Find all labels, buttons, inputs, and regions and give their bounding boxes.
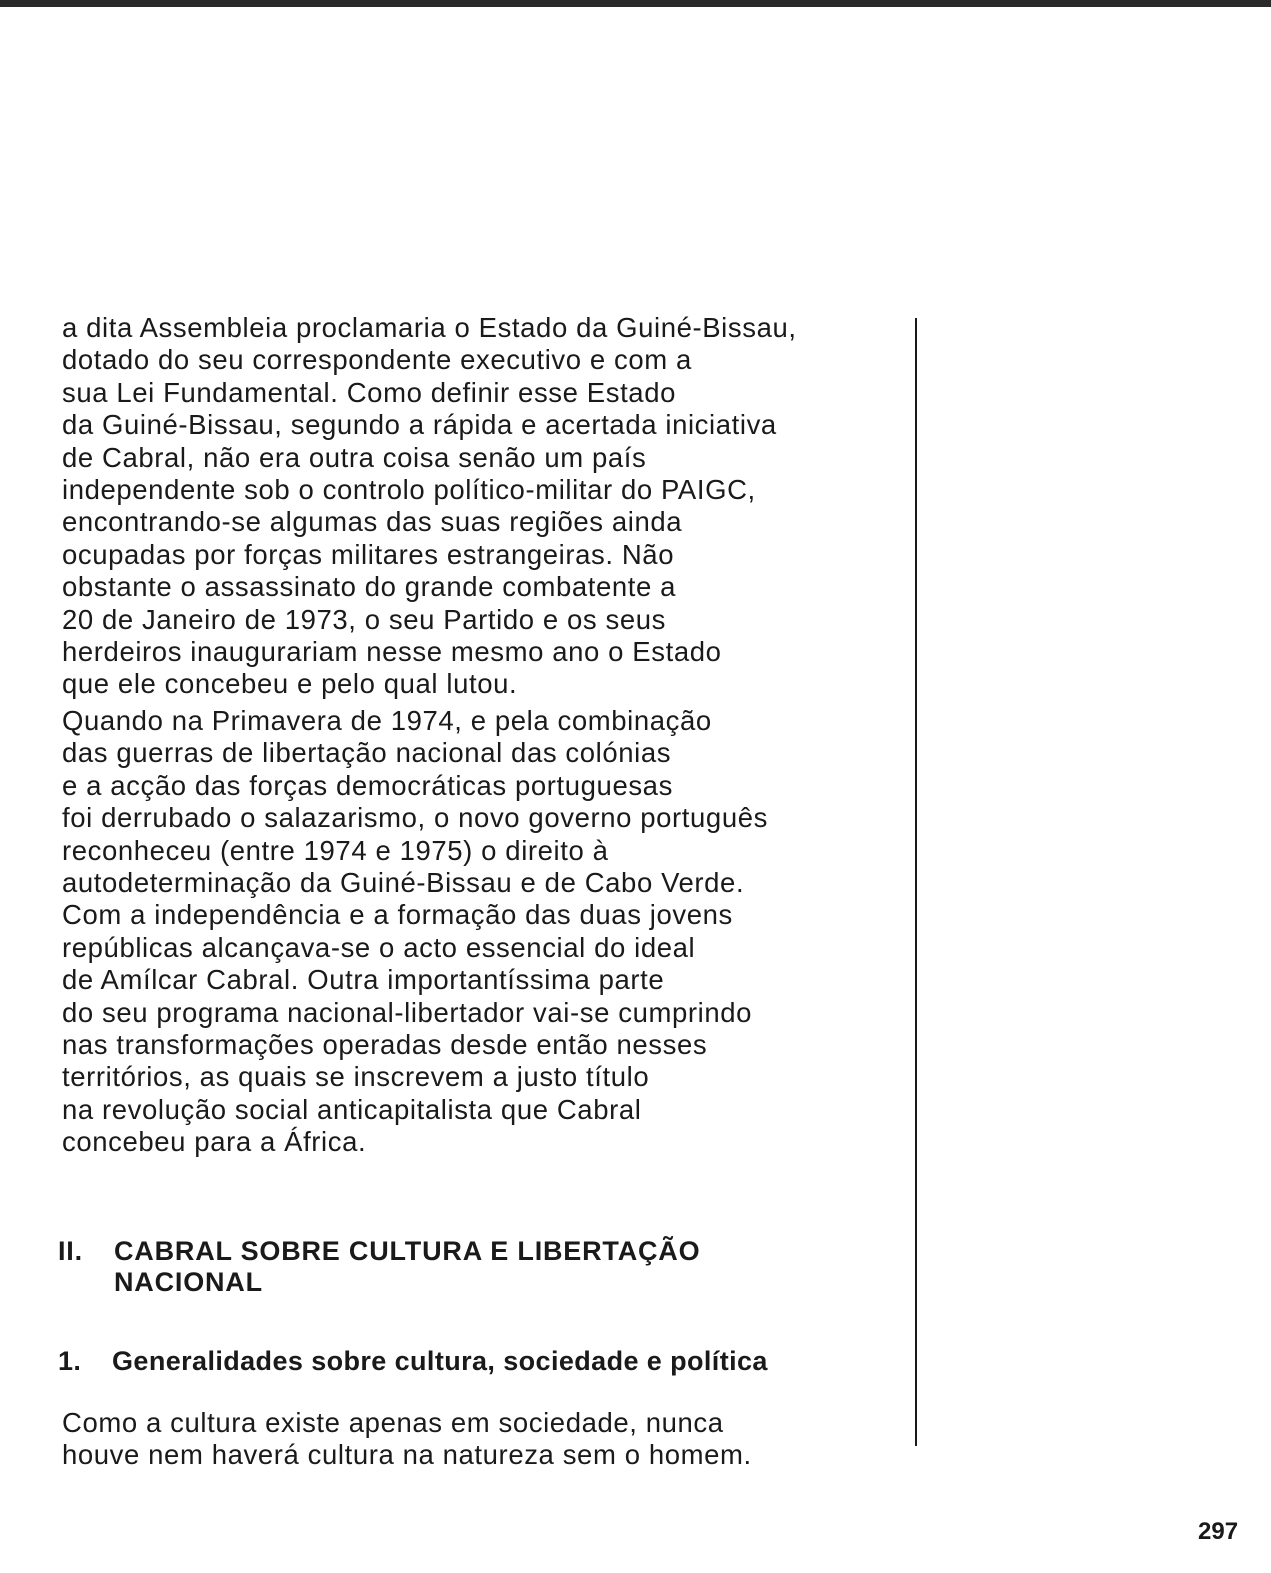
text-line: de Cabral, não era outra coisa senão um país (62, 441, 647, 473)
text-line: Com a independência e a formação das duas jovens (62, 899, 733, 931)
subsection-title: Generalidades sobre cultura, sociedade e política (112, 1346, 768, 1376)
paragraph-1 (62, 312, 912, 701)
text-line: Quando na Primavera de 1974, e pela combinação (62, 705, 712, 736)
text-line: herdeiros inaugurariam nesse mesmo ano o Estado (62, 636, 722, 668)
text-line: obstante o assassinato do grande combatente a (62, 571, 677, 603)
text-line: dotado do seu correspondente executivo e com a (62, 344, 692, 376)
text-line: autodeterminação da Guiné-Bissau e de Cabo Verde. (62, 867, 745, 899)
paragraph-2 (62, 705, 912, 1159)
text-line: foi derrubado o salazarismo, o novo governo português (62, 802, 768, 834)
text-line: ocupadas por forças militares estrangeiras. Não (62, 538, 675, 570)
text-line: a dita Assembleia proclamaria o Estado da Guiné-Bissau, (62, 312, 797, 343)
text-line: que ele concebeu e pelo qual lutou. (62, 668, 518, 700)
text-line: independente sob o controlo político-militar do PAIGC, (62, 474, 756, 506)
section-number: II. (58, 1236, 83, 1266)
text-line: e a acção das forças democráticas portuguesas (62, 769, 673, 801)
text-line: concebeu para a África. (62, 1126, 367, 1158)
text-line: do seu programa nacional-libertador vai-se cumprindo (62, 996, 753, 1028)
text-line: territórios, as quais se inscrevem a justo título (62, 1061, 650, 1093)
top-border-rule (0, 0, 1271, 7)
section-heading (58, 1236, 700, 1298)
text-line: na revolução social anticapitalista que Cabral (62, 1093, 642, 1125)
paragraph-3 (62, 1407, 912, 1472)
text-line: houve nem haverá cultura na natureza sem o homem. (62, 1439, 752, 1471)
section-title-line-2: NACIONAL (114, 1267, 263, 1297)
page-number: 297 (1198, 1518, 1239, 1545)
text-line: de Amílcar Cabral. Outra importantíssima parte (62, 964, 665, 996)
text-line: 20 de Janeiro de 1973, o seu Partido e os seus (62, 603, 666, 635)
text-line: reconheceu (entre 1974 e 1975) o direito à (62, 834, 609, 866)
subsection-number: 1. (58, 1346, 82, 1376)
section-title-line-1: CABRAL SOBRE CULTURA E LIBERTAÇÃO (114, 1236, 701, 1266)
text-line: Como a cultura existe apenas em sociedade, nunca (62, 1407, 724, 1438)
text-line: nas transformações operadas desde então nesses (62, 1029, 708, 1061)
right-margin-rule (915, 318, 917, 1446)
text-line: da Guiné-Bissau, segundo a rápida e acertada iniciativa (62, 409, 777, 441)
text-line: sua Lei Fundamental. Como definir esse Estado (62, 376, 676, 408)
text-line: repúblicas alcançava-se o acto essencial do ideal (62, 931, 696, 963)
text-line: das guerras de libertação nacional das colónias (62, 737, 672, 769)
text-line: encontrando-se algumas das suas regiões ainda (62, 506, 683, 538)
subsection-heading (58, 1345, 768, 1377)
